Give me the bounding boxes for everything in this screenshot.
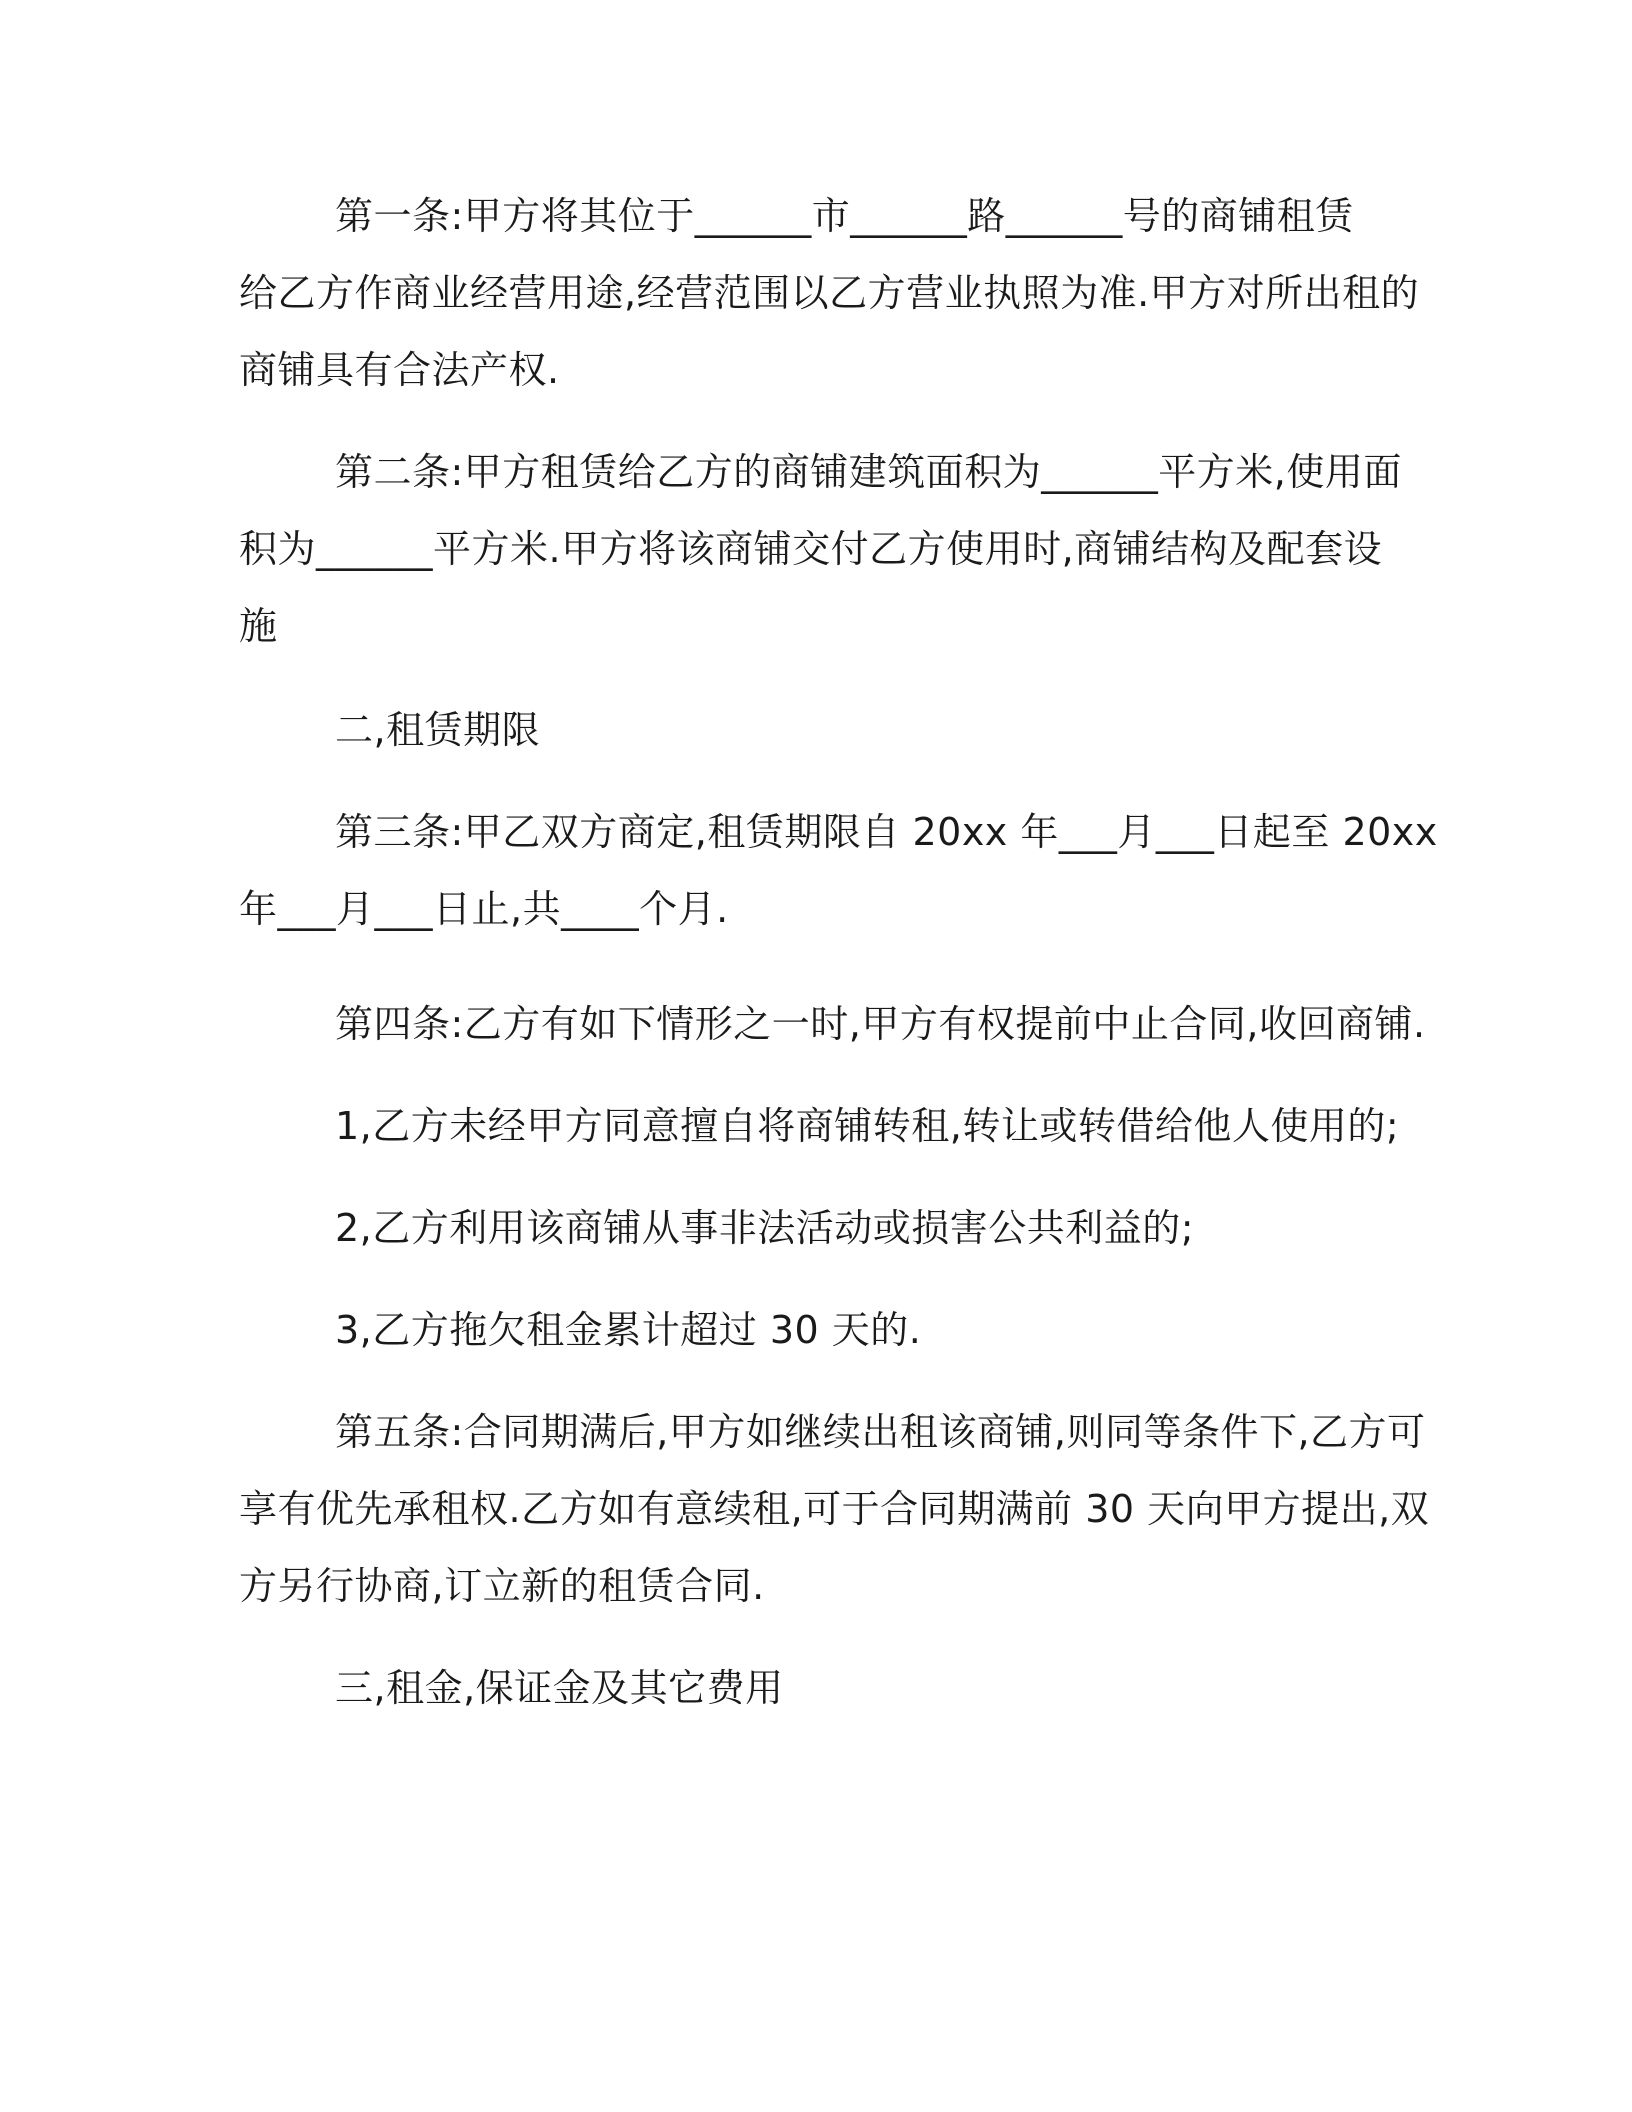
section-2-heading: 二,租赁期限	[335, 708, 541, 752]
article-1-line-2: 给乙方作商业经营用途,经营范围以乙方营业执照为准.甲方对所出租的	[239, 271, 1420, 315]
article-1-line-1: 第一条:甲方将其位于______市______路______号的商铺租赁	[335, 194, 1354, 238]
article-2	[239, 434, 1402, 665]
list-item-1: 1,乙方未经甲方同意擅自将商铺转租,转让或转借给他人使用的;	[335, 1104, 1400, 1148]
list-item-2: 2,乙方利用该商铺从事非法活动或损害公共利益的;	[335, 1206, 1195, 1250]
section-3-heading: 三,租金,保证金及其它费用	[335, 1666, 784, 1710]
article-3-line-1: 第三条:甲乙双方商定,租赁期限自 20xx 年___月___日起至 20xx	[335, 810, 1438, 854]
article-5-line-1: 第五条:合同期满后,甲方如继续出租该商铺,则同等条件下,乙方可	[335, 1410, 1426, 1454]
article-1	[239, 178, 1420, 409]
article-4: 第四条:乙方有如下情形之一时,甲方有权提前中止合同,收回商铺.	[335, 1002, 1426, 1046]
article-5-line-3: 方另行协商,订立新的租赁合同.	[239, 1564, 765, 1608]
article-5	[239, 1394, 1430, 1625]
list-item-3: 3,乙方拖欠租金累计超过 30 天的.	[335, 1308, 922, 1352]
article-3-line-2: 年___月___日止,共____个月.	[239, 887, 729, 931]
article-5-line-2: 享有优先承租权.乙方如有意续租,可于合同期满前 30 天向甲方提出,双	[239, 1487, 1430, 1531]
article-3	[239, 794, 1438, 948]
article-1-line-3: 商铺具有合法产权.	[239, 348, 560, 392]
article-2-line-2: 积为______平方米.甲方将该商铺交付乙方使用时,商铺结构及配套设	[239, 527, 1383, 571]
article-2-line-1: 第二条:甲方租赁给乙方的商铺建筑面积为______平方米,使用面	[335, 450, 1402, 494]
article-2-line-3: 施	[239, 604, 278, 648]
